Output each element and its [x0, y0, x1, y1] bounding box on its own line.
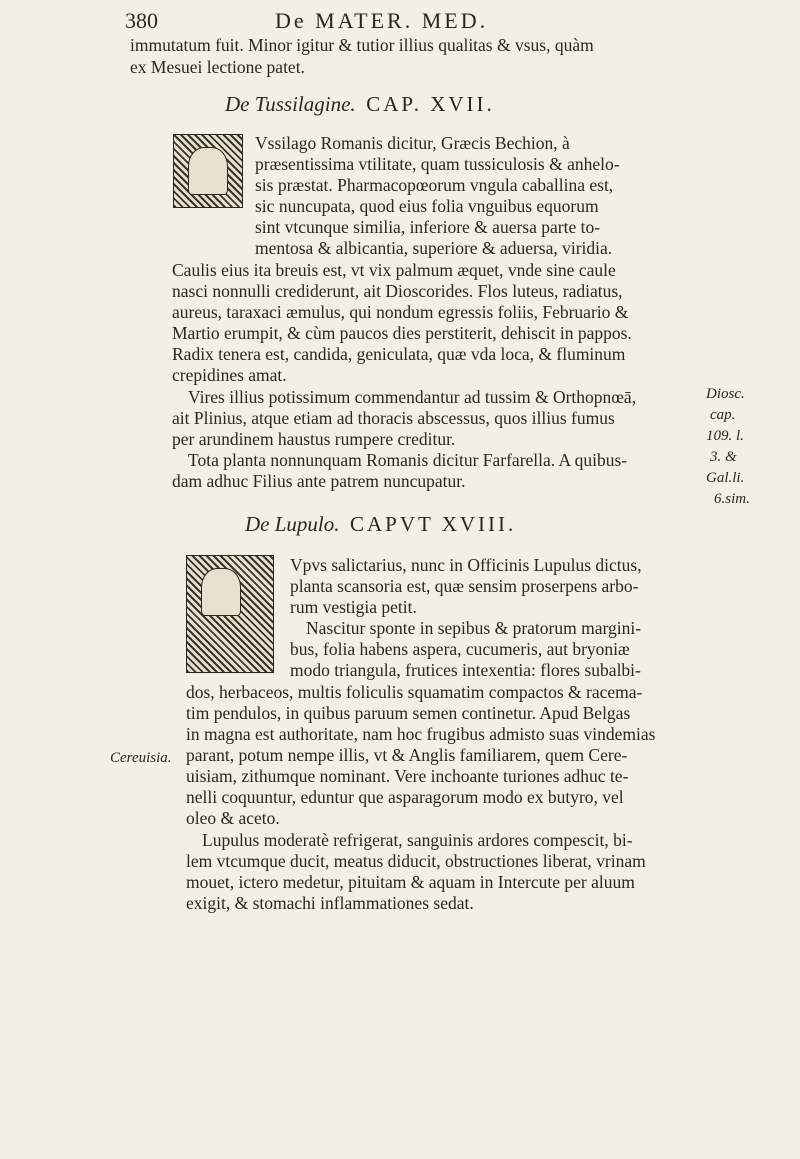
text-line: nasci nonnulli crediderunt, ait Dioscorides. Flos luteus, radiatus,: [172, 281, 623, 301]
text-line: sint vtcunque similia, inferiore & auersa parte to-: [255, 217, 601, 237]
text-line: Vires illius potissimum commendantur ad tussim & Orthopnœā,: [188, 387, 637, 407]
margin-note: 109. l.: [706, 428, 744, 444]
text-line: rum vestigia petit.: [290, 597, 417, 617]
text-line: Tota planta nonnunquam Romanis dicitur Farfarella. A quibus-: [188, 450, 628, 470]
margin-note: 3. &: [710, 449, 737, 465]
chapter-heading: [225, 92, 495, 117]
text-line: lem vtcumque ducit, meatus diducit, obstructiones liberat, vrinam: [186, 851, 646, 871]
page-number: 380: [125, 8, 158, 33]
text-line: Vssilago Romanis dicitur, Græcis Bechion, à: [255, 133, 570, 153]
text-line: Nascitur sponte in sepibus & pratorum margini-: [306, 618, 642, 638]
chapter-number: CAPVT XVIII.: [350, 512, 517, 536]
text-line: dos, herbaceos, multis foliculis squamatim compactos & racema-: [186, 682, 643, 702]
text-line: exigit, & stomachi inflammationes sedat.: [186, 893, 474, 913]
margin-note: Cereuisia.: [110, 750, 172, 766]
text-line: sic nuncupata, quod eius folia vnguibus equorum: [255, 196, 599, 216]
margin-note: Diosc.: [706, 386, 745, 402]
text-line: dam adhuc Filius ante patrem nuncupatur.: [172, 471, 466, 491]
text-line: Caulis eius ita breuis est, vt vix palmum æquet, vnde sine caule: [172, 260, 616, 280]
text-line: parant, potum nempe illis, vt & Anglis familiarem, quem Cere-: [186, 745, 628, 765]
intro-line: immutatum fuit. Minor igitur & tutior illius qualitas & vsus, quàm: [130, 35, 594, 55]
text-line: uisiam, zithumque nominant. Vere inchoante turiones adhuc te-: [186, 766, 629, 786]
intro-line: ex Mesuei lectione patet.: [130, 57, 305, 77]
text-line: modo triangula, frutices intexentia: flores subalbi-: [290, 660, 641, 680]
chapter-heading: [245, 512, 516, 537]
text-line: tim pendulos, in quibus paruum semen continetur. Apud Belgas: [186, 703, 631, 723]
text-line: oleo & aceto.: [186, 808, 280, 828]
text-line: Lupulus moderatè refrigerat, sanguinis ardores compescit, bi-: [202, 830, 633, 850]
chapter-title: De Tussilagine.: [225, 92, 356, 116]
text-line: planta scansoria est, quæ sensim proserpens arbo-: [290, 576, 639, 596]
margin-note: 6.sim.: [714, 491, 750, 507]
text-line: nelli coquuntur, eduntur que asparagorum modo ex butyro, vel: [186, 787, 624, 807]
text-line: aureus, taraxaci æmulus, qui nondum egressis foliis, Februario &: [172, 302, 629, 322]
text-line: bus, folia habens aspera, cucumeris, aut bryoniæ: [290, 639, 630, 659]
text-line: crepidines amat.: [172, 365, 287, 385]
ornamental-initial-l-icon: [186, 555, 274, 673]
running-title: De MATER. MED.: [275, 8, 489, 33]
text-line: Martio erumpit, & cùm paucos dies perstiterit, dehiscit in pappos.: [172, 323, 632, 343]
ornamental-initial-t-icon: [173, 134, 243, 208]
text-line: per arundinem haustus rumpere creditur.: [172, 429, 456, 449]
text-line: mouet, ictero medetur, pituitam & aquam in Intercute per aluum: [186, 872, 635, 892]
text-line: sis præstat. Pharmacopœorum vngula caballina est,: [255, 175, 614, 195]
margin-note: cap.: [710, 407, 736, 423]
text-line: in magna est authoritate, nam hoc frugibus admisto suas vindemias: [186, 724, 656, 744]
text-line: Radix tenera est, candida, geniculata, quæ vda loca, & fluminum: [172, 344, 626, 364]
text-line: Vpvs salictarius, nunc in Officinis Lupulus dictus,: [290, 555, 642, 575]
text-line: præsentissima vtilitate, quam tussiculosis & anhelo-: [255, 154, 620, 174]
text-line: ait Plinius, atque etiam ad thoracis abscessus, quos illius fumus: [172, 408, 615, 428]
margin-note: Gal.li.: [706, 470, 745, 486]
text-line: mentosa & albicantia, superiore & aduersa, viridia.: [255, 238, 613, 258]
chapter-title: De Lupulo.: [245, 512, 340, 536]
running-head: [125, 8, 685, 38]
chapter-number: CAP. XVII.: [366, 92, 495, 116]
